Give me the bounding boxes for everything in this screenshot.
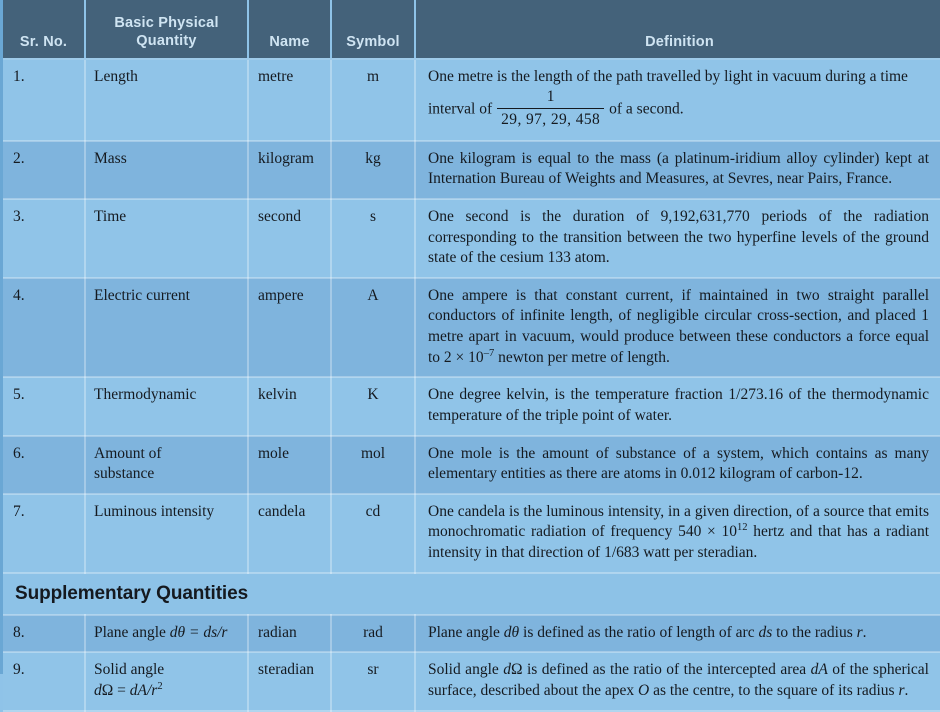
definition-symbol-ds: ds (758, 623, 773, 641)
definition-exponent: 12 (737, 522, 748, 534)
definition-text-part4: . (862, 623, 867, 641)
cell-unit-symbol: rad (331, 615, 415, 653)
cell-sr-no: 5. (3, 377, 85, 435)
table-header (3, 0, 940, 59)
column-header-symbol: Symbol (331, 0, 415, 59)
cell-unit-symbol: sr (331, 652, 415, 710)
definition-text-part2: of a second. (609, 100, 684, 118)
table-row (3, 141, 940, 199)
definition-symbol-d: d (503, 661, 511, 679)
cell-unit-symbol: A (331, 278, 415, 377)
definition-text-part2: hertz and that has a radiant intensity in that direction of 1/683 watt per steradian. (428, 523, 929, 561)
cell-unit-symbol: cd (331, 494, 415, 573)
cell-quantity: Mass (85, 141, 248, 199)
definition-text-part1: Plane angle (428, 623, 504, 641)
table-row (3, 278, 940, 377)
table-row (3, 436, 940, 494)
cell-unit-name: steradian (248, 652, 331, 710)
cell-definition (415, 494, 940, 573)
definition-text-part3: to the radius (772, 623, 857, 641)
formula-dA-over-r: dA/r (129, 682, 158, 700)
column-header-basic-physical-quantity (85, 0, 248, 59)
fraction-numerator: 1 (497, 87, 604, 110)
cell-quantity: Thermodynamic (85, 377, 248, 435)
column-header-quantity-line2: Quantity (136, 32, 197, 49)
section-header-supplementary-quantities: Supplementary Quantities (3, 573, 940, 615)
definition-exponent: –7 (483, 347, 495, 359)
cell-definition: One degree kelvin, is the temperature fraction 1/273.16 of the thermodynamic temperature of the triple point of water. (415, 377, 940, 435)
cell-quantity: Length (85, 59, 248, 141)
table-row (3, 494, 940, 573)
definition-symbol-r: r (898, 682, 905, 700)
cell-definition: One mole is the amount of substance of a system, which contains as many elementary entities as there are atoms in 0.012 kilogram of carbon-12. (415, 436, 940, 494)
column-header-definition: Definition (415, 0, 940, 59)
definition-text-part1: One metre is the length of the path travelled by light in vacuum during a time interval of (428, 68, 908, 118)
cell-sr-no: 8. (3, 615, 85, 653)
definition-symbol-dA: dA (810, 661, 828, 679)
fraction-denominator: 29, 97, 29, 458 (501, 111, 601, 129)
definition-text-part2: is defined as the ratio of length of arc (519, 623, 759, 641)
cell-sr-no: 4. (3, 278, 85, 377)
definition-text-part1: One ampere is that constant current, if maintained in two straight parallel conductors of infinite length, of negligible circular cross-section, and placed 1 metre apart in vacuum, would produce between these conductors a force equal to 2 × 10 (428, 286, 929, 366)
section-header-row (3, 573, 940, 615)
cell-sr-no: 2. (3, 141, 85, 199)
definition-symbol-r: r (856, 623, 863, 641)
cell-sr-no: 9. (3, 652, 85, 710)
cell-unit-name: kelvin (248, 377, 331, 435)
cell-unit-name: metre (248, 59, 331, 141)
cell-unit-name: second (248, 199, 331, 278)
cell-unit-name: kilogram (248, 141, 331, 199)
definition-symbol-omega: Ω (510, 661, 523, 679)
cell-definition: One kilogram is equal to the mass (a platinum-iridium alloy cylinder) kept at Internation Bureau of Weights and Measures, at Sevres, near Pairs, France. (415, 141, 940, 199)
cell-unit-symbol: m (331, 59, 415, 141)
cell-unit-symbol: mol (331, 436, 415, 494)
definition-text-part2: newton per metre of length. (494, 348, 670, 366)
cell-quantity-line2: substance (94, 465, 155, 483)
formula-exponent: 2 (157, 680, 163, 692)
cell-unit-symbol: s (331, 199, 415, 278)
cell-definition (415, 652, 940, 710)
column-header-name: Name (248, 0, 331, 59)
cell-unit-name: ampere (248, 278, 331, 377)
column-header-sr-no: Sr. No. (3, 0, 85, 59)
cell-unit-symbol: K (331, 377, 415, 435)
cell-quantity-formula: dθ = ds/r (169, 623, 228, 641)
cell-sr-no: 3. (3, 199, 85, 278)
definition-text-part4: as the centre, to the square of its radius (649, 682, 899, 700)
definition-text-part2: is defined as the ratio of the intercepted area (522, 661, 811, 679)
table-row (3, 615, 940, 653)
si-units-table (3, 0, 940, 712)
formula-d: d (94, 682, 102, 700)
header-row (3, 0, 940, 59)
definition-symbol-O: O (638, 682, 650, 700)
cell-definition (415, 59, 940, 141)
cell-definition: One second is the duration of 9,192,631,770 periods of the radiation corresponding to the transition between the two hyperfine levels of the ground state of the cesium 133 atom. (415, 199, 940, 278)
cell-sr-no: 1. (3, 59, 85, 141)
table-row (3, 59, 940, 141)
fraction-one-over-speed-of-light (497, 87, 604, 131)
cell-quantity-label: Plane angle (94, 623, 170, 641)
definition-text-part1: Solid angle (428, 661, 504, 679)
cell-sr-no: 6. (3, 436, 85, 494)
cell-quantity-formula (94, 681, 239, 702)
cell-definition (415, 278, 940, 377)
cell-quantity (85, 436, 248, 494)
cell-quantity (85, 652, 248, 710)
cell-quantity-line1: Solid angle (94, 661, 165, 679)
definition-text-part5: . (904, 682, 909, 700)
cell-quantity: Time (85, 199, 248, 278)
table-row (3, 377, 940, 435)
cell-quantity: Electric current (85, 278, 248, 377)
cell-quantity (85, 615, 248, 653)
cell-sr-no: 7. (3, 494, 85, 573)
definition-symbol-dtheta: dθ (503, 623, 520, 641)
cell-unit-symbol: kg (331, 141, 415, 199)
definition-text-part3: of the spherical surface, described about the apex (428, 661, 929, 700)
formula-omega-equals: Ω = (101, 682, 130, 700)
cell-quantity-line1: Amount of (94, 444, 162, 462)
table-body (3, 59, 940, 711)
cell-unit-name: mole (248, 436, 331, 494)
table-row (3, 652, 940, 710)
cell-definition (415, 615, 940, 653)
cell-unit-name: candela (248, 494, 331, 573)
cell-quantity: Luminous intensity (85, 494, 248, 573)
column-header-quantity-line1: Basic Physical (114, 14, 219, 31)
cell-unit-name: radian (248, 615, 331, 653)
definition-text-part1: One candela is the luminous intensity, in a given direction, of a source that emits monochromatic radiation of frequency 540 × 10 (428, 502, 929, 541)
table-row (3, 199, 940, 278)
